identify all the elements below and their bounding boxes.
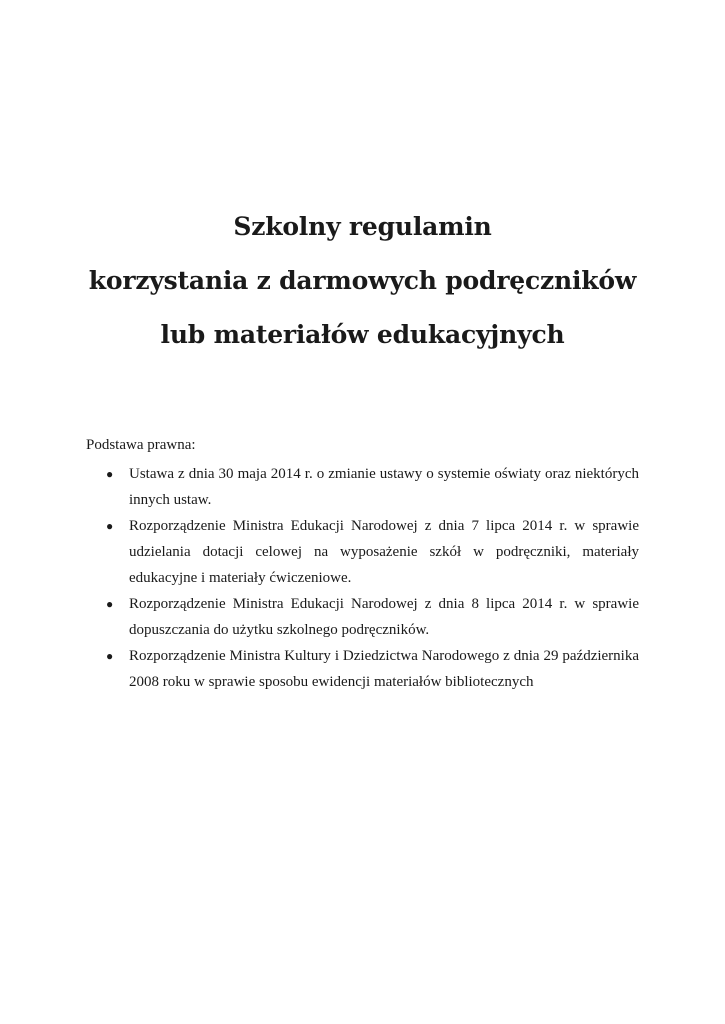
legal-basis-section [86,432,639,695]
bullet-dot-icon: ● [106,597,114,611]
list-item [86,643,639,695]
bullet-dot-icon: ● [106,519,114,533]
list-item [86,513,639,591]
title-line-3: lub materiałów edukacyjnych [160,320,565,349]
list-item [86,591,639,643]
list-item-text: Rozporządzenie Ministra Edukacji Narodowej z dnia 7 lipca 2014 r. w sprawie udzielania dotacji celowej na wyposażenie szkół w podręczniki, materiały edukacyjne i materiały ćwiczeniowe. [129,518,639,586]
bullet-dot-icon: ● [106,649,114,663]
legal-basis-list [86,461,639,695]
list-item-text: Rozporządzenie Ministra Kultury i Dziedzictwa Narodowego z dnia 29 października 2008 roku w sprawie sposobu ewidencji materiałów bibliotecznych [129,648,639,690]
title-line-2: korzystania z darmowych podręczników [88,266,637,295]
document-title [0,200,725,362]
bullet-dot-icon: ● [106,467,114,481]
list-item-text: Rozporządzenie Ministra Edukacji Narodowej z dnia 8 lipca 2014 r. w sprawie dopuszczania do użytku szkolnego podręczników. [129,596,639,638]
title-line-1: Szkolny regulamin [233,212,492,241]
list-item-text: Ustawa z dnia 30 maja 2014 r. o zmianie ustawy o systemie oświaty oraz niektórych innych ustaw. [129,466,639,508]
legal-basis-label: Podstawa prawna: [86,437,196,453]
list-item [86,461,639,513]
